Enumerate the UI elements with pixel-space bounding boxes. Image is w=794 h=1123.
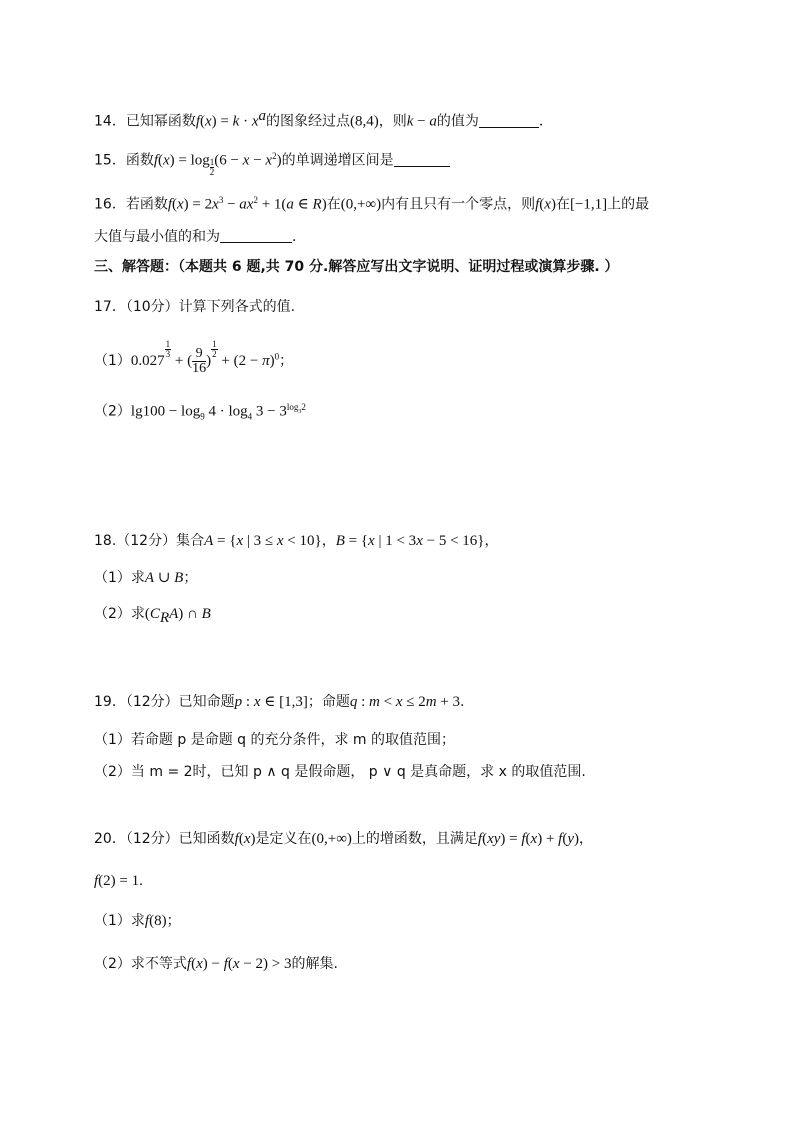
q19-text: ；命题 xyxy=(307,694,350,710)
q15-formula: f xyxy=(153,152,158,169)
question-19: 19．（12分）已知命题p : x ∈ [1,3]；命题q : m < x ≤ 2m + 3. xyxy=(94,694,465,710)
q17-p1-formula: 0.027 xyxy=(130,353,165,369)
q18-end: ， xyxy=(484,533,499,549)
question-17-head: 17．（10分）计算下列各式的值. xyxy=(94,299,296,315)
question-14: 14．已知幂函数$f(x) = k \cdot x^a$的图象经过点(8,4)，则k − a的值为 . xyxy=(94,108,544,130)
q20-part1: （1）求f(8)； xyxy=(94,913,181,929)
q18-setA: A xyxy=(204,533,214,549)
q16-text: 若函数 xyxy=(125,196,168,213)
q20-head: 20．（12分）已知函数 xyxy=(94,831,235,847)
question-18: 18.（12分）集合A = {x | 3 ≤ x < 10}，B = {x | 1 < 3x − 5 < 16}， xyxy=(94,533,499,549)
q17-p1-end: ； xyxy=(279,353,294,369)
q19-part2: （2）当 m = 2时，已知 p ∧ q 是假命题， p ∨ q 是真命题，求 x 的取值范围. xyxy=(94,764,586,780)
q19-part1: （1）若命题 p 是命题 q 的充分条件，求 m 的取值范围； xyxy=(94,732,456,748)
q16-interval2: [−1,1] xyxy=(569,196,608,213)
q17-part1: （1）0.027 $\frac{1}{3}$ + ( $\frac{9}{16}$ ) $\frac{1}{2}$ + $(2 - \pi)^0$； xyxy=(94,339,294,376)
q20-p1-end: ； xyxy=(166,913,181,929)
q15-number: 15． xyxy=(94,152,126,169)
q16-end: ． xyxy=(292,229,306,245)
q15-text2: 的单调递增区间是 xyxy=(281,152,394,169)
q14-text4: 的值为 xyxy=(436,113,479,130)
q20-p2-end: 的解集. xyxy=(291,956,338,972)
q17-p2-formula: lg100 − log xyxy=(130,403,201,420)
q18-part1: （1）求A ∪ B； xyxy=(94,570,198,586)
q20-part2: （2）求不等式f(x) − f(x − 2) > 3的解集. xyxy=(94,956,338,972)
q20-interval: (0,+∞) xyxy=(311,831,352,847)
section-heading: 三、解答题：（本题共 6 题,共 70 分.解答应写出文字说明、证明过程或演算步骤. ） xyxy=(94,259,619,275)
q17-p1-label: （1） xyxy=(94,353,131,369)
q20-line2: f(2) = 1. xyxy=(94,873,143,889)
q14-number: 14． xyxy=(94,113,126,130)
q17-p2-label: （2） xyxy=(94,403,131,420)
q14-text: 已知幂函数 xyxy=(125,113,196,130)
q17-part2: $(2)\lg 100 - \log_9 4 \cdot \log_4 3 - 3^{log_32}$ xyxy=(94,402,306,422)
q20-p2-text: （2）求不等式 xyxy=(94,956,187,972)
q16-interval1: (0,+∞) xyxy=(340,196,382,213)
answer-blank xyxy=(479,113,539,128)
q15-text: 函数 xyxy=(125,152,154,169)
question-15: 15．函数f(x) = log $\frac{1}{2}$ $(6 - x - x^2)$的单调递增区间是 xyxy=(94,146,450,177)
q14-formula: f xyxy=(195,113,200,130)
q19-head: 19．（12分）已知命题 xyxy=(94,694,235,710)
q20-p1-text: （1）求 xyxy=(94,913,145,929)
q18-head: 18.（12分）集合 xyxy=(94,533,205,549)
q18-comma: ， xyxy=(321,533,336,549)
q16-formula: f xyxy=(167,196,172,213)
q16-text5: 上的最 xyxy=(607,196,650,213)
q20-text: 是定义在 xyxy=(255,831,312,847)
q16-number: 16． xyxy=(94,196,126,213)
q14-point: (8,4) xyxy=(349,113,379,130)
q16-text4: 在 xyxy=(555,196,570,213)
q16-line2-text: 大值与最小值的和为 xyxy=(94,229,220,245)
q18-p1-text: （1）求 xyxy=(94,570,145,586)
q16-text3: 内有且只有一个零点，则 xyxy=(381,196,536,213)
q18-setB: B xyxy=(335,533,345,549)
q16-text2: 在 xyxy=(326,196,341,213)
q14-text2: 的图象经过点 xyxy=(265,113,350,130)
answer-blank xyxy=(394,152,450,167)
q18-part2: （2）求$(C_RA)$ ∩ B xyxy=(94,606,211,626)
question-16: 16．若函数$f(x) = 2x^3 - ax^2 + 1(a$ ∈ R)在(0,+∞)内有且只有一个零点，则f(x)在[−1,1]上的最 xyxy=(94,195,650,213)
q20-end: ， xyxy=(579,831,594,847)
question-20: 20．（12分）已知函数f(x)是定义在(0,+∞)上的增函数，且满足f(xy) = f(x) + f(y)， xyxy=(94,831,594,847)
q20-text2: 上的增函数，且满足 xyxy=(351,831,478,847)
q14-end: . xyxy=(538,113,544,130)
q14-text3: ，则 xyxy=(378,113,407,130)
q19-end: . xyxy=(460,694,465,710)
q18-p1-end: ； xyxy=(183,570,198,586)
q18-p2-text: （2）求 xyxy=(94,606,145,622)
answer-blank xyxy=(220,228,292,243)
question-16-line2 xyxy=(94,227,306,247)
